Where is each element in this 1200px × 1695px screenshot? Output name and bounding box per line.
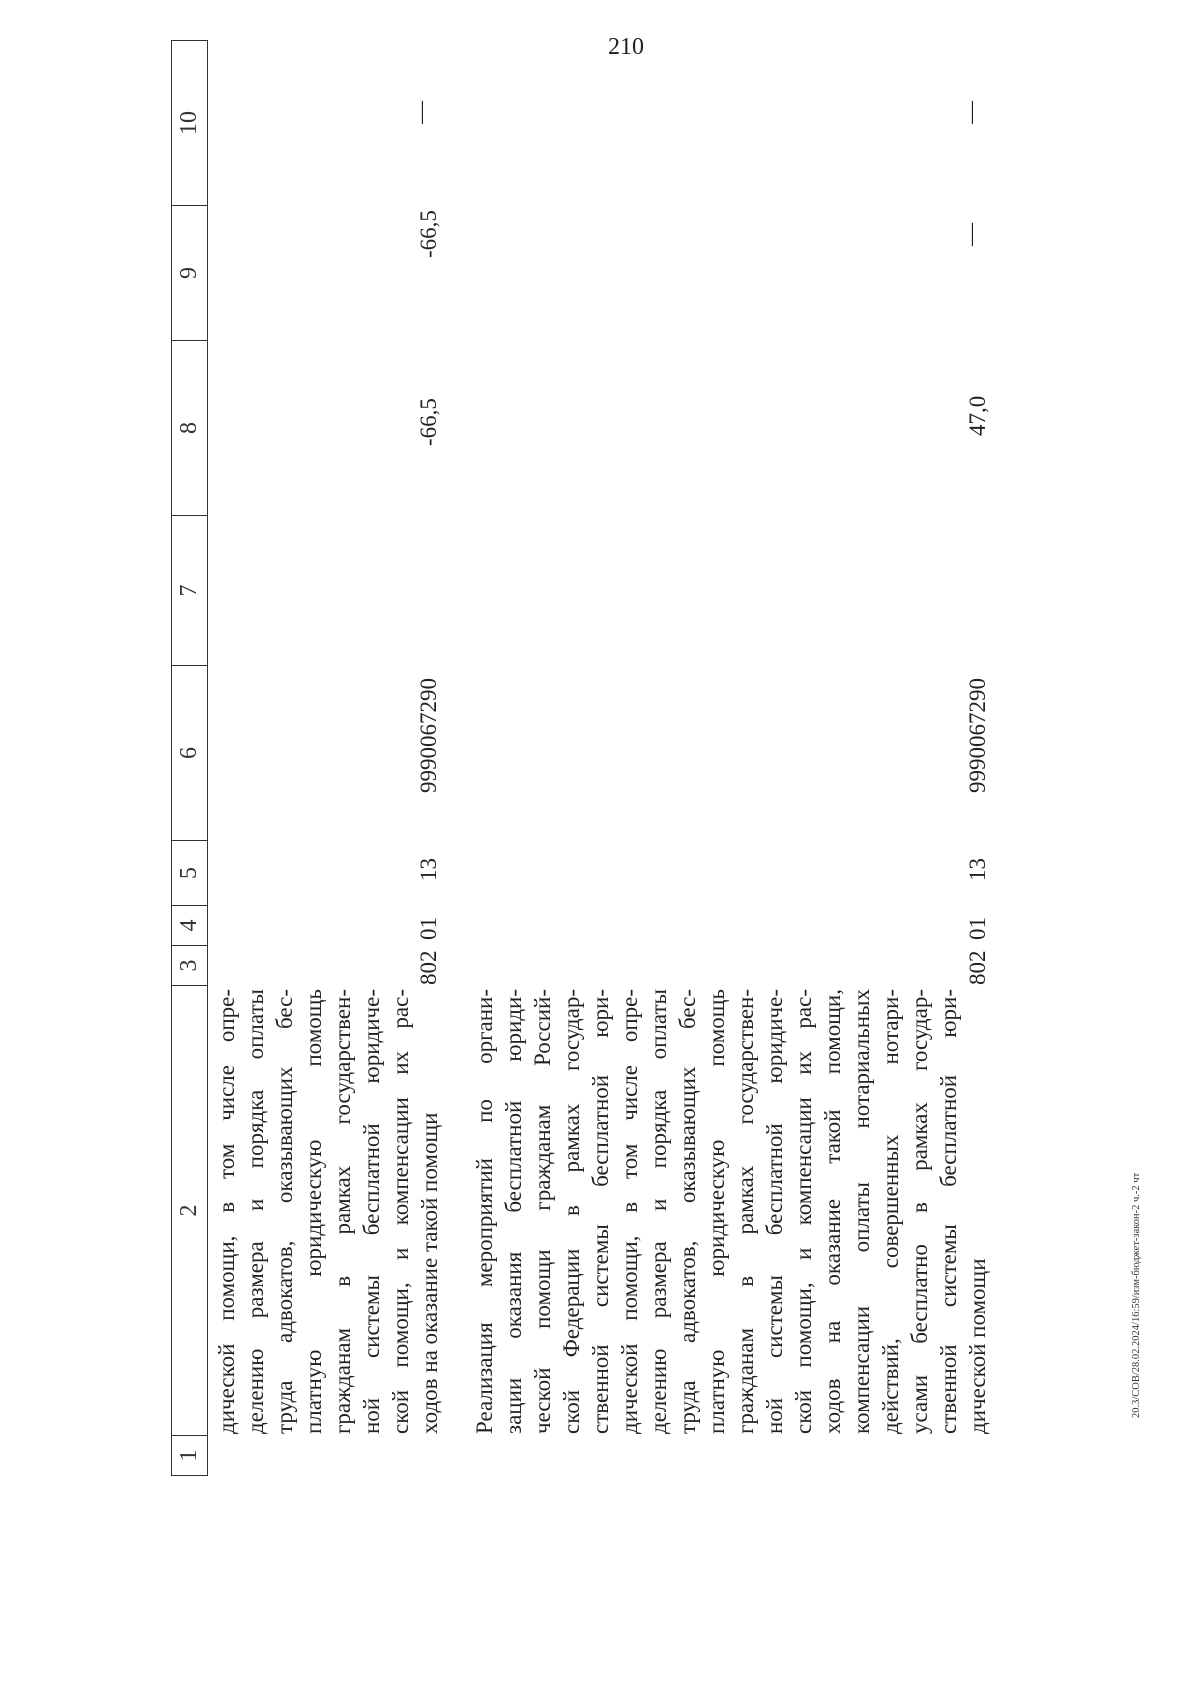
cell-col9: -66,5 <box>416 210 441 258</box>
cell-col5: 13 <box>965 858 990 881</box>
description-line: труда адвокатов, оказывающих бес- <box>272 989 297 1434</box>
table-header <box>171 40 208 1476</box>
description-line: Реализация мероприятий по органи- <box>472 989 497 1434</box>
description-line: действий, совершенных нотари- <box>878 989 903 1434</box>
page-number: 210 <box>608 34 644 60</box>
header-cell: 2 <box>172 986 208 1436</box>
description-line: гражданам в рамках государствен- <box>330 989 355 1434</box>
description-line: платную юридическую помощь <box>704 989 729 1434</box>
header-row <box>172 41 208 1476</box>
cell-col8: -66,5 <box>416 398 441 446</box>
cell-col6: 9990067290 <box>965 678 990 793</box>
description-line: труда адвокатов, оказывающих бес- <box>675 989 700 1434</box>
cell-col9: — <box>958 223 983 246</box>
description-line: делению размера и порядка оплаты <box>243 989 268 1434</box>
cell-col10: — <box>408 101 433 124</box>
cell-col8: 47,0 <box>965 395 990 436</box>
row-description <box>470 989 992 1434</box>
description-line: компенсации оплаты нотариальных <box>849 989 874 1434</box>
cell-col6: 9990067290 <box>416 678 441 793</box>
header-cell: 4 <box>172 906 208 946</box>
description-line: гражданам в рамках государствен- <box>733 989 758 1434</box>
cell-col10: — <box>958 101 983 124</box>
description-line: ческой помощи гражданам Россий- <box>530 989 555 1434</box>
description-line: ходов на оказание такой помощи, <box>820 989 845 1434</box>
header-cell: 6 <box>172 666 208 841</box>
header-cell: 3 <box>172 946 208 986</box>
description-line: делению размера и порядка оплаты <box>646 989 671 1434</box>
description-line: ственной системы бесплатной юри- <box>936 989 961 1434</box>
description-line: ской помощи, и компенсации их рас- <box>791 989 816 1434</box>
cell-col3: 802 <box>965 950 990 985</box>
header-cell: 8 <box>172 341 208 516</box>
description-line: ской Федерации в рамках государ- <box>559 989 584 1434</box>
description-line: дической помощи, в том числе опре- <box>617 989 642 1434</box>
description-line: усами бесплатно в рамках государ- <box>907 989 932 1434</box>
description-line: ной системы бесплатной юридиче- <box>762 989 787 1434</box>
description-line: зации оказания бесплатной юриди- <box>501 989 526 1434</box>
header-cell: 1 <box>172 1436 208 1476</box>
header-cell: 9 <box>172 206 208 341</box>
cell-col3: 802 <box>416 950 441 985</box>
rotated-table <box>176 81 1088 1476</box>
description-line: дической помощи <box>965 1258 990 1434</box>
description-line: ной системы бесплатной юридиче- <box>359 989 384 1434</box>
cell-col4: 01 <box>965 917 990 940</box>
header-cell: 10 <box>172 41 208 206</box>
cell-col4: 01 <box>416 917 441 940</box>
description-line: ходов на оказание такой помощи <box>417 1112 442 1434</box>
footer-code: 20.3/СОВ/28.02.2024/16:59/изм-бюджет-закон-2 ч.-2 чт <box>1131 1172 1142 1418</box>
description-line: ственной системы бесплатной юри- <box>588 989 613 1434</box>
table-row <box>208 81 1088 1476</box>
header-cell: 5 <box>172 841 208 906</box>
cell-col5: 13 <box>416 858 441 881</box>
description-line: платную юридическую помощь <box>301 989 326 1434</box>
description-line: ской помощи, и компенсации их рас- <box>388 989 413 1434</box>
header-cell: 7 <box>172 516 208 666</box>
description-line: дической помощи, в том числе опре- <box>214 989 239 1434</box>
